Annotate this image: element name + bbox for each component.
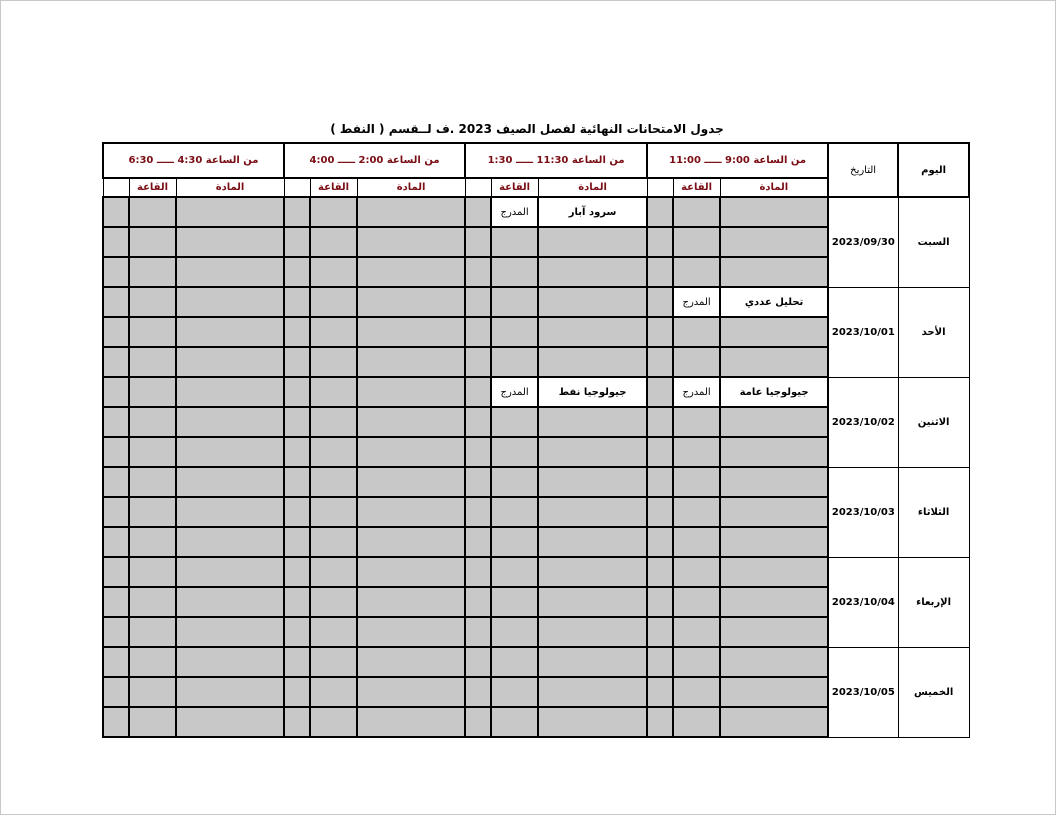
room-cell xyxy=(310,557,357,587)
room-cell xyxy=(129,437,176,467)
subject-cell: جيولوجيا نفط xyxy=(538,377,647,407)
spacer-cell xyxy=(647,287,673,317)
room-cell xyxy=(673,257,720,287)
spacer-cell xyxy=(284,347,310,377)
spacer-column-header xyxy=(647,178,673,197)
subject-cell xyxy=(357,227,465,257)
spacer-cell xyxy=(465,407,491,437)
room-cell xyxy=(491,407,538,437)
subject-cell xyxy=(357,347,465,377)
room-column-header: القاعة xyxy=(491,178,538,197)
spacer-cell xyxy=(103,377,129,407)
subject-cell xyxy=(176,647,284,677)
spacer-cell xyxy=(103,467,129,497)
room-cell xyxy=(491,467,538,497)
subject-cell xyxy=(357,707,465,737)
spacer-cell xyxy=(465,467,491,497)
subject-cell xyxy=(176,227,284,257)
room-cell xyxy=(491,347,538,377)
spacer-cell xyxy=(284,497,310,527)
date-header: التاريخ xyxy=(828,143,898,197)
room-cell xyxy=(673,617,720,647)
spacer-cell xyxy=(647,647,673,677)
spacer-cell xyxy=(284,257,310,287)
spacer-cell xyxy=(103,227,129,257)
subject-cell xyxy=(720,557,828,587)
subject-cell xyxy=(357,257,465,287)
subject-cell xyxy=(538,287,647,317)
spacer-cell xyxy=(103,647,129,677)
subject-cell xyxy=(357,647,465,677)
subject-cell xyxy=(176,557,284,587)
spacer-cell xyxy=(465,317,491,347)
room-cell xyxy=(673,227,720,257)
room-cell xyxy=(491,617,538,647)
spacer-cell xyxy=(647,227,673,257)
spacer-cell xyxy=(284,197,310,227)
table-row xyxy=(103,377,969,407)
subject-cell xyxy=(176,437,284,467)
subject-cell xyxy=(176,587,284,617)
room-cell xyxy=(491,257,538,287)
spacer-cell xyxy=(465,677,491,707)
room-cell xyxy=(491,287,538,317)
subject-cell: جيولوجيا عامة xyxy=(720,377,828,407)
room-cell xyxy=(310,407,357,437)
room-cell xyxy=(310,197,357,227)
day-date: 2023/09/30 xyxy=(828,197,898,287)
subject-cell xyxy=(538,227,647,257)
room-cell: المدرج xyxy=(491,377,538,407)
subject-column-header: المادة xyxy=(176,178,284,197)
room-cell xyxy=(310,437,357,467)
room-cell xyxy=(129,647,176,677)
room-cell xyxy=(673,437,720,467)
spacer-cell xyxy=(284,407,310,437)
room-cell xyxy=(129,617,176,647)
room-cell xyxy=(310,677,357,707)
spacer-cell xyxy=(103,257,129,287)
room-cell xyxy=(491,317,538,347)
room-cell xyxy=(491,497,538,527)
room-cell: المدرج xyxy=(673,377,720,407)
subject-cell xyxy=(357,407,465,437)
room-cell: المدرج xyxy=(491,197,538,227)
spacer-column-header xyxy=(103,178,129,197)
day-name: السبت xyxy=(898,197,969,287)
subject-cell xyxy=(357,317,465,347)
subject-cell xyxy=(357,677,465,707)
room-cell xyxy=(673,197,720,227)
subject-cell xyxy=(720,707,828,737)
subject-cell xyxy=(720,527,828,557)
room-column-header: القاعة xyxy=(310,178,357,197)
room-cell xyxy=(491,707,538,737)
spacer-cell xyxy=(103,497,129,527)
subject-cell xyxy=(538,587,647,617)
room-cell xyxy=(310,467,357,497)
subject-cell xyxy=(357,197,465,227)
subject-column-header: المادة xyxy=(720,178,828,197)
room-cell xyxy=(310,617,357,647)
subject-cell xyxy=(176,497,284,527)
subject-cell xyxy=(538,527,647,557)
spacer-cell xyxy=(284,377,310,407)
room-cell xyxy=(129,707,176,737)
room-cell xyxy=(129,287,176,317)
spacer-cell xyxy=(647,317,673,347)
spacer-cell xyxy=(647,497,673,527)
spacer-column-header xyxy=(284,178,310,197)
spacer-cell xyxy=(647,617,673,647)
spacer-cell xyxy=(465,527,491,557)
spacer-cell xyxy=(465,497,491,527)
spacer-cell xyxy=(103,707,129,737)
spacer-cell xyxy=(647,197,673,227)
table-row xyxy=(103,647,969,677)
spacer-cell xyxy=(465,557,491,587)
spacer-cell xyxy=(647,467,673,497)
subject-cell xyxy=(720,437,828,467)
subject-cell xyxy=(357,437,465,467)
table-row xyxy=(103,197,969,227)
subject-cell xyxy=(357,467,465,497)
spacer-cell xyxy=(103,617,129,647)
subject-cell xyxy=(720,617,828,647)
day-date: 2023/10/01 xyxy=(828,287,898,377)
subject-cell xyxy=(176,707,284,737)
spacer-cell xyxy=(465,347,491,377)
room-cell xyxy=(129,497,176,527)
room-cell xyxy=(310,227,357,257)
subject-cell xyxy=(720,587,828,617)
time-slot-header: من الساعة 9:00 ـــــ 11:00 xyxy=(647,143,828,178)
subject-cell xyxy=(176,617,284,647)
header-row-slots xyxy=(103,143,969,178)
room-cell xyxy=(673,317,720,347)
room-cell xyxy=(310,707,357,737)
time-slot-header: من الساعة 11:30 ـــــ 1:30 xyxy=(465,143,647,178)
subject-cell xyxy=(538,437,647,467)
room-cell xyxy=(129,527,176,557)
subject-cell xyxy=(357,617,465,647)
spacer-cell xyxy=(465,257,491,287)
subject-cell xyxy=(176,197,284,227)
room-cell: المدرج xyxy=(673,287,720,317)
subject-cell xyxy=(357,377,465,407)
spacer-cell xyxy=(103,347,129,377)
room-cell xyxy=(310,257,357,287)
spacer-cell xyxy=(647,587,673,617)
spacer-cell xyxy=(284,527,310,557)
subject-cell xyxy=(176,287,284,317)
room-cell xyxy=(129,197,176,227)
room-cell xyxy=(129,227,176,257)
subject-cell xyxy=(538,467,647,497)
room-cell xyxy=(129,347,176,377)
spacer-cell xyxy=(103,587,129,617)
spacer-cell xyxy=(647,377,673,407)
room-cell xyxy=(673,587,720,617)
room-cell xyxy=(491,587,538,617)
spacer-cell xyxy=(284,317,310,347)
subject-cell xyxy=(538,407,647,437)
spacer-cell xyxy=(284,617,310,647)
day-name: الإربعاء xyxy=(898,557,969,647)
spacer-cell xyxy=(284,557,310,587)
spacer-cell xyxy=(465,227,491,257)
room-cell xyxy=(673,677,720,707)
room-cell xyxy=(491,677,538,707)
subject-cell xyxy=(176,407,284,437)
time-slot-header: من الساعة 4:30 ـــــ 6:30 xyxy=(103,143,284,178)
room-column-header: القاعة xyxy=(129,178,176,197)
spacer-cell xyxy=(284,647,310,677)
spacer-cell xyxy=(465,287,491,317)
spacer-cell xyxy=(284,467,310,497)
day-name: الاثنين xyxy=(898,377,969,467)
spacer-cell xyxy=(647,257,673,287)
spacer-cell xyxy=(103,287,129,317)
time-slot-header: من الساعة 2:00 ـــــ 4:00 xyxy=(284,143,465,178)
subject-cell xyxy=(357,497,465,527)
spacer-cell xyxy=(647,707,673,737)
day-date: 2023/10/04 xyxy=(828,557,898,647)
spacer-cell xyxy=(103,197,129,227)
subject-cell xyxy=(538,557,647,587)
spacer-cell xyxy=(103,677,129,707)
room-cell xyxy=(491,527,538,557)
exam-schedule-table xyxy=(102,142,970,738)
room-cell xyxy=(129,467,176,497)
subject-cell xyxy=(538,617,647,647)
subject-cell xyxy=(357,287,465,317)
room-cell xyxy=(129,557,176,587)
room-cell xyxy=(673,557,720,587)
spacer-cell xyxy=(647,347,673,377)
subject-cell xyxy=(538,347,647,377)
spacer-column-header xyxy=(465,178,491,197)
subject-cell xyxy=(176,467,284,497)
subject-column-header: المادة xyxy=(538,178,647,197)
subject-cell xyxy=(538,257,647,287)
subject-cell xyxy=(720,497,828,527)
spacer-cell xyxy=(647,527,673,557)
spacer-cell xyxy=(647,677,673,707)
subject-cell xyxy=(538,497,647,527)
subject-cell xyxy=(720,407,828,437)
subject-cell xyxy=(538,707,647,737)
spacer-cell xyxy=(284,437,310,467)
room-cell xyxy=(129,377,176,407)
subject-cell xyxy=(176,527,284,557)
spacer-cell xyxy=(465,707,491,737)
room-cell xyxy=(491,437,538,467)
spacer-cell xyxy=(284,287,310,317)
room-cell xyxy=(129,677,176,707)
subject-cell xyxy=(720,647,828,677)
spacer-cell xyxy=(103,437,129,467)
room-cell xyxy=(310,527,357,557)
spacer-cell xyxy=(103,317,129,347)
subject-cell xyxy=(176,317,284,347)
spacer-cell xyxy=(103,557,129,587)
room-cell xyxy=(673,467,720,497)
table-row xyxy=(103,287,969,317)
subject-cell xyxy=(720,227,828,257)
spacer-cell xyxy=(647,557,673,587)
room-cell xyxy=(491,647,538,677)
spacer-cell xyxy=(465,617,491,647)
room-cell xyxy=(310,497,357,527)
subject-cell xyxy=(176,347,284,377)
room-cell xyxy=(129,257,176,287)
room-cell xyxy=(129,317,176,347)
subject-cell xyxy=(538,317,647,347)
subject-cell xyxy=(720,677,828,707)
room-cell xyxy=(673,497,720,527)
spacer-cell xyxy=(103,527,129,557)
subject-cell xyxy=(720,347,828,377)
table-row xyxy=(103,467,969,497)
room-cell xyxy=(673,647,720,677)
subject-cell xyxy=(357,557,465,587)
subject-cell xyxy=(538,677,647,707)
spacer-cell xyxy=(284,677,310,707)
subject-cell xyxy=(357,527,465,557)
room-cell xyxy=(673,527,720,557)
day-name: الثلاثاء xyxy=(898,467,969,557)
spacer-cell xyxy=(284,227,310,257)
room-cell xyxy=(491,227,538,257)
room-cell xyxy=(491,557,538,587)
spacer-cell xyxy=(647,437,673,467)
room-cell xyxy=(310,347,357,377)
day-name: الأحد xyxy=(898,287,969,377)
room-cell xyxy=(673,407,720,437)
subject-cell xyxy=(720,467,828,497)
spacer-cell xyxy=(284,587,310,617)
spacer-cell xyxy=(465,377,491,407)
day-name: الخميس xyxy=(898,647,969,737)
spacer-cell xyxy=(465,197,491,227)
room-cell xyxy=(310,287,357,317)
subject-cell xyxy=(538,647,647,677)
subject-cell xyxy=(720,257,828,287)
day-date: 2023/10/02 xyxy=(828,377,898,467)
spacer-cell xyxy=(103,407,129,437)
subject-cell xyxy=(357,587,465,617)
room-cell xyxy=(310,587,357,617)
room-cell xyxy=(129,407,176,437)
table-row xyxy=(103,557,969,587)
subject-cell: سرود آبار xyxy=(538,197,647,227)
room-cell xyxy=(310,647,357,677)
subject-cell: تحليل عددي xyxy=(720,287,828,317)
day-date: 2023/10/05 xyxy=(828,647,898,737)
room-cell xyxy=(673,707,720,737)
spacer-cell xyxy=(284,707,310,737)
room-cell xyxy=(310,317,357,347)
subject-cell xyxy=(176,257,284,287)
subject-cell xyxy=(176,377,284,407)
document-title: جدول الامتحانات النهائية لفصل الصيف 2023 .ف لــقسم ( النفط ) xyxy=(330,122,724,136)
subject-cell xyxy=(720,317,828,347)
spacer-cell xyxy=(465,587,491,617)
spacer-cell xyxy=(647,407,673,437)
day-header: اليوم xyxy=(898,143,969,197)
subject-cell xyxy=(720,197,828,227)
subject-column-header: المادة xyxy=(357,178,465,197)
subject-cell xyxy=(176,677,284,707)
room-cell xyxy=(310,377,357,407)
day-date: 2023/10/03 xyxy=(828,467,898,557)
room-cell xyxy=(673,347,720,377)
room-column-header: القاعة xyxy=(673,178,720,197)
spacer-cell xyxy=(465,647,491,677)
room-cell xyxy=(129,587,176,617)
spacer-cell xyxy=(465,437,491,467)
